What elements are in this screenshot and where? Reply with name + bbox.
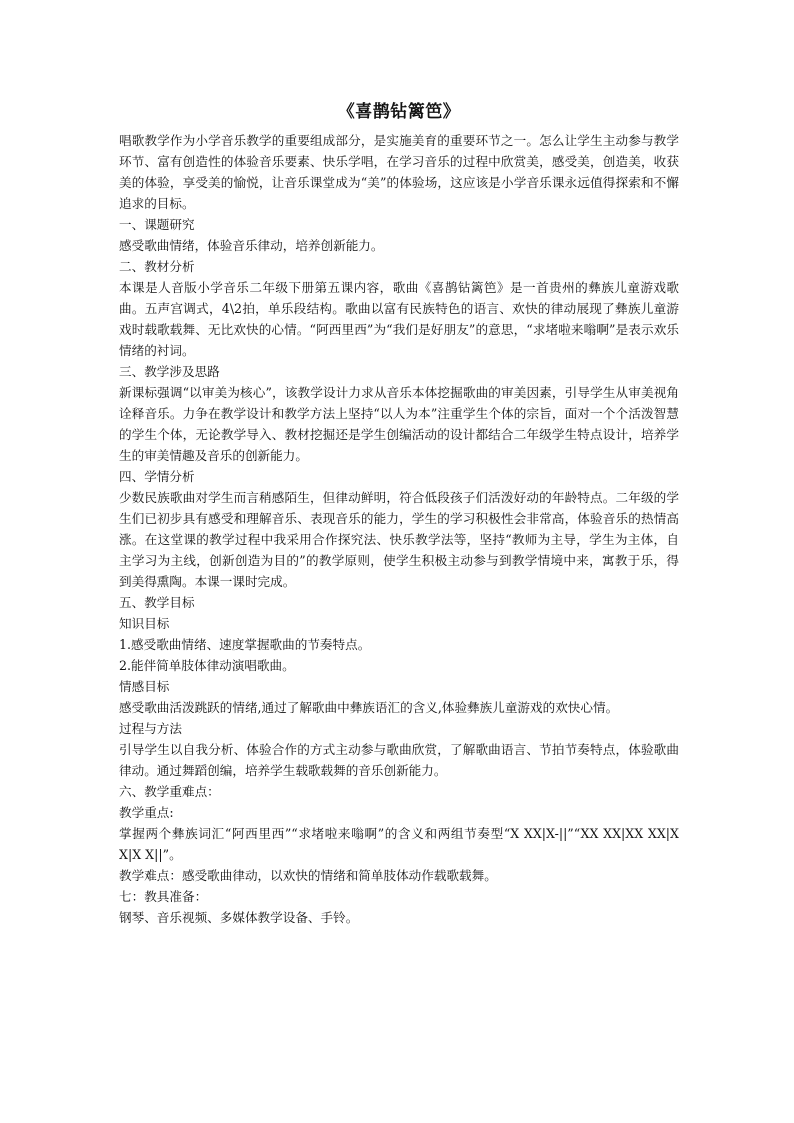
- document-page: [119, 100, 679, 928]
- emotion-paragraph: 感受歌曲活泼跳跃的情绪,通过了解歌曲中彝族语汇的含义,体验彝族儿童游戏的欢快心情。: [119, 700, 619, 715]
- section-heading-key-points: 六、教学重难点：: [119, 784, 220, 799]
- intro-paragraph: 唱歌教学作为小学音乐教学的重要组成部分，是实施美育的重要环节之一。怎么让学生主动参与教学环节、富有创造性的体验音乐要素、快乐学唱，在学习音乐的过程中欣赏美，感受美，创造美，收获美的体验，享受美的愉悦，让音乐课堂成为“美”的体验场，这应该是小学音乐课永远值得探索和不懈追求的目标。: [119, 133, 679, 211]
- section-heading-approach: 三、教学涉及思路: [119, 364, 220, 379]
- learners-paragraph: 少数民族歌曲对学生而言稍感陌生，但律动鲜明，符合低段孩子们活泼好动的年龄特点。二年级的学生们已初步具有感受和理解音乐、表现音乐的能力，学生的学习积极性会非常高，体验音乐的热情高涨。在这堂课的教学过程中我采用合作探究法、快乐教学法等，坚持“教师为主导，学生为主体，自主学习为主线，创新创造为目的”的教学原则，使学生积极主动参与到教学情境中来，寓教于乐，得到美得熏陶。本课一课时完成。: [119, 490, 679, 589]
- section-heading-learners: 四、学情分析: [119, 469, 195, 484]
- section-heading-material: 二、教材分析: [119, 259, 195, 274]
- subheading-knowledge: 知识目标: [119, 616, 170, 631]
- section-heading-objectives: 五、教学目标: [119, 595, 195, 610]
- approach-paragraph: 新课标强调“以审美为核心”，该教学设计力求从音乐本体挖掘歌曲的审美因素，引导学生从审美视角诠释音乐。力争在教学设计和教学方法上坚持“以人为本”注重学生个体的宗旨，面对一个个活泼智慧的学生个体，无论教学导入、教材挖掘还是学生创编活动的设计都结合二年级学生特点设计，培养学生的审美情趣及音乐的创新能力。: [119, 385, 679, 463]
- difficulty-paragraph: 教学难点：感受歌曲律动，以欢快的情绪和简单肢体动作载歌载舞。: [119, 868, 497, 883]
- subheading-emotion: 情感目标: [119, 679, 170, 694]
- section-heading-research: 一、课题研究: [119, 217, 195, 232]
- section-heading-materials: 七：教具准备：: [119, 889, 208, 904]
- material-paragraph: 本课是人音版小学音乐二年级下册第五课内容，歌曲《喜鹊钻篱笆》是一首贵州的彝族儿童游戏歌曲。五声宫调式，4\2拍，单乐段结构。歌曲以富有民族特色的语言、欢快的律动展现了彝族儿童游戏时载歌载舞、无比欢快的心情。“阿西里西”为“我们是好朋友”的意思，“求堵啦来嗡啊”是表示欢乐情绪的衬词。: [119, 280, 679, 358]
- subheading-process: 过程与方法: [119, 721, 182, 736]
- key-paragraph: 掌握两个彝族词汇“阿西里西”“求堵啦来嗡啊”的含义和两组节奏型“X XX|X-||”“XX XX|XX XX|X X|X X||”。: [119, 826, 679, 862]
- document-title: 《喜鹊钻篱笆》: [337, 102, 461, 122]
- research-paragraph: 感受歌曲情绪，体验音乐律动，培养创新能力。: [119, 238, 384, 253]
- process-paragraph: 引导学生以自我分析、体验合作的方式主动参与歌曲欣赏，了解歌曲语言、节拍节奏特点，体验歌曲律动。通过舞蹈创编，培养学生载歌载舞的音乐创新能力。: [119, 742, 679, 778]
- knowledge-item-1: 1.感受歌曲情绪、速度掌握歌曲的节奏特点。: [119, 637, 371, 652]
- subheading-key: 教学重点:: [119, 805, 174, 820]
- materials-paragraph: 钢琴、音乐视频、多媒体教学设备、手铃。: [119, 910, 359, 925]
- knowledge-item-2: 2.能伴简单肢体律动演唱歌曲。: [119, 658, 295, 673]
